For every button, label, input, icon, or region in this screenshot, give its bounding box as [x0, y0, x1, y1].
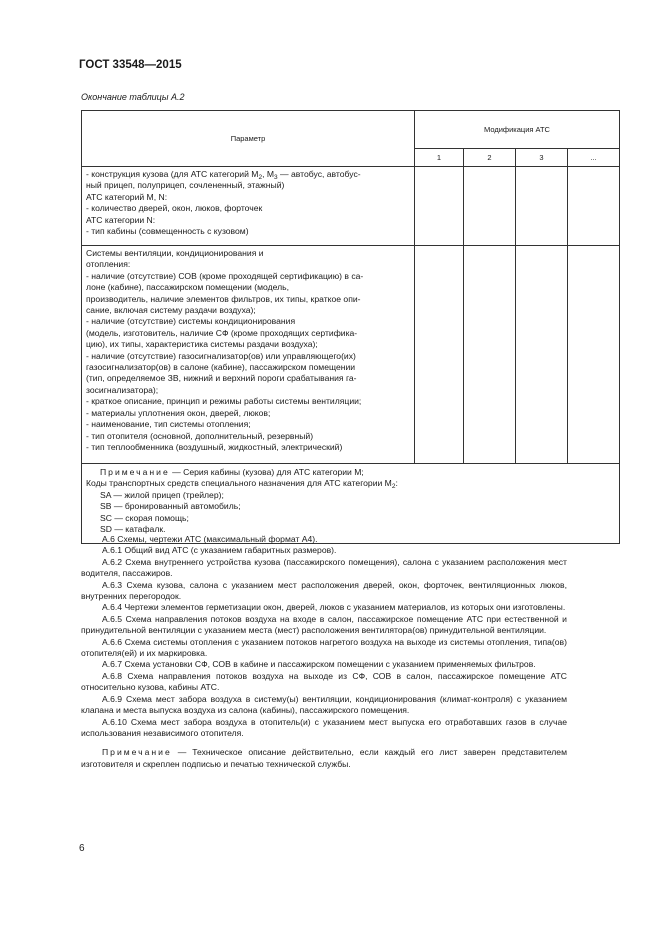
code-item: SC — скорая помощь;: [100, 512, 189, 523]
paragraph: А.6.9 Схема мест забора воздуха в систему(ы) вентиляции, кондиционирования (климат-контроля) с указанием клапана и места выпуска воздуха из салона (кабины), пассажирского помещения.: [81, 693, 567, 716]
page-number: 6: [79, 843, 85, 854]
body-text: [81, 534, 567, 770]
value-cell: [568, 246, 620, 464]
col-header-1: 1: [415, 149, 464, 167]
paragraph: А.6.10 Схема мест забора воздуха в отопитель(и) с указанием мест выпуска его отработавших газов в случае использования независимого отопителя.: [81, 716, 567, 738]
paragraph: А.6.8 Схема направления потоков воздуха на выходе из СФ, СОВ в салон, пассажирское помещение АТС относительно кузова, кабины АТС.: [81, 670, 567, 693]
parameters-table: [81, 110, 620, 544]
paragraph: А.6.6 Схема системы отопления с указанием потоков нагретого воздуха на выходе из системы отопления, типа(ов) отопителя(ей) и их маркировка.: [81, 636, 567, 659]
document-header: ГОСТ 33548—2015: [79, 59, 182, 71]
table-row: [82, 167, 620, 246]
paragraph: А.6.5 Схема направления потоков воздуха на входе в салон, пассажирское помещение АТС при естественной и принудительной вентиляции с указанием места (мест) расположения вентилятора(ов) принудительной вентиляции.: [81, 613, 567, 636]
code-item: SA — жилой прицеп (трейлер);: [100, 489, 224, 500]
param-cell-ventilation: Системы вентиляции, кондиционирования и отопления: - наличие (отсутствие) СОВ (кроме проходящей сертификацию) в са- лоне (кабине), пассажирском помещении (модель, производитель, наличие элементов фильтров, их типы, краткое опи- сание, включая систему раздачи воздуха); - наличие (отсутствие) системы кондиционирования (модель, изготовитель, наличие СФ (кроме проходящих сертифика- цию), их типы, характеристика системы раздачи воздуха); - наличие (отсутствие) газосигнализатор(ов) или управляющего(их) газосигнализатор(ов) в салоне (кабине), пассажирском помещении (тип, определяемое ЗВ, нижний и верхний пороги срабатывания га- зосигнализатора); - краткое описание, принцип и режимы работы системы вентиляции; - материалы уплотнения окон, дверей, люков; - наименование, тип системы отопления; - тип отопителя (основной, дополнительный, резервный) - тип теплообменника (воздушный, жидкостный, электрический): [82, 246, 415, 464]
code-item: SD — катафалк.: [100, 524, 166, 535]
param-cell-body-construction: - конструкция кузова (для АТС категорий $М_2$, $М_3$ — автобус, автобус- ный прицеп, полуприцеп, сочлененный, этажный) АТС категорий М, N: - количество дверей, окон, люков, форточек АТС категории N: - тип кабины (совмещенность с кузовом): [82, 167, 415, 246]
paragraph: А.6.4 Чертежи элементов герметизации окон, дверей, люков с указанием материалов, из которых они изготовлены.: [102, 602, 566, 613]
table-note: Примечание — Серия кабины (кузова) для АТС категории М; Коды транспортных средств специального назначения для АТС категории $М_2$: SA — жилой прицеп (трейлер); SB — бронированный автомобиль; SC — скорая помощь; SD — катафалк.: [82, 464, 620, 544]
value-cell: [516, 246, 568, 464]
code-item: SB — бронированный автомобиль;: [100, 501, 241, 512]
paragraph: А.6.7 Схема установки СФ, СОВ в кабине и пассажирском помещении с указанием применяемых фильтров.: [102, 659, 536, 670]
col-header-ellipsis: ...: [568, 149, 620, 167]
value-cell: [568, 167, 620, 246]
paragraph: А.6.2 Схема внутреннего устройства кузова (пассажирского помещения), салона с указанием расположения мест водителя, пассажиров.: [81, 556, 567, 579]
table-note-row: [82, 464, 620, 544]
col-header-3: 3: [516, 149, 568, 167]
paragraph: А.6 Схемы, чертежи АТС (максимальный формат А4).: [102, 534, 318, 544]
table-row: [82, 246, 620, 464]
value-cell: [464, 167, 516, 246]
note-label: Примечание: [100, 467, 170, 477]
value-cell: [464, 246, 516, 464]
value-cell: [415, 246, 464, 464]
table-caption: Окончание таблицы А.2: [81, 92, 185, 102]
final-note: Примечание — Техническое описание действительно, если каждый его лист заверен представителем изготовителя и скреплен подписью и печатью технической службы.: [81, 747, 567, 769]
modification-header: Модификация АТС: [415, 111, 620, 149]
paragraph: А.6.1 Общий вид АТС (с указанием габаритных размеров).: [102, 545, 337, 556]
note-label: Примечание: [102, 747, 172, 758]
col-header-2: 2: [464, 149, 516, 167]
paragraph: А.6.3 Схема кузова, салона с указанием мест расположения дверей, окон, форточек, вентиляционных люков, внутренних перегородок.: [81, 579, 567, 602]
param-header: Параметр: [82, 111, 415, 167]
value-cell: [415, 167, 464, 246]
value-cell: [516, 167, 568, 246]
